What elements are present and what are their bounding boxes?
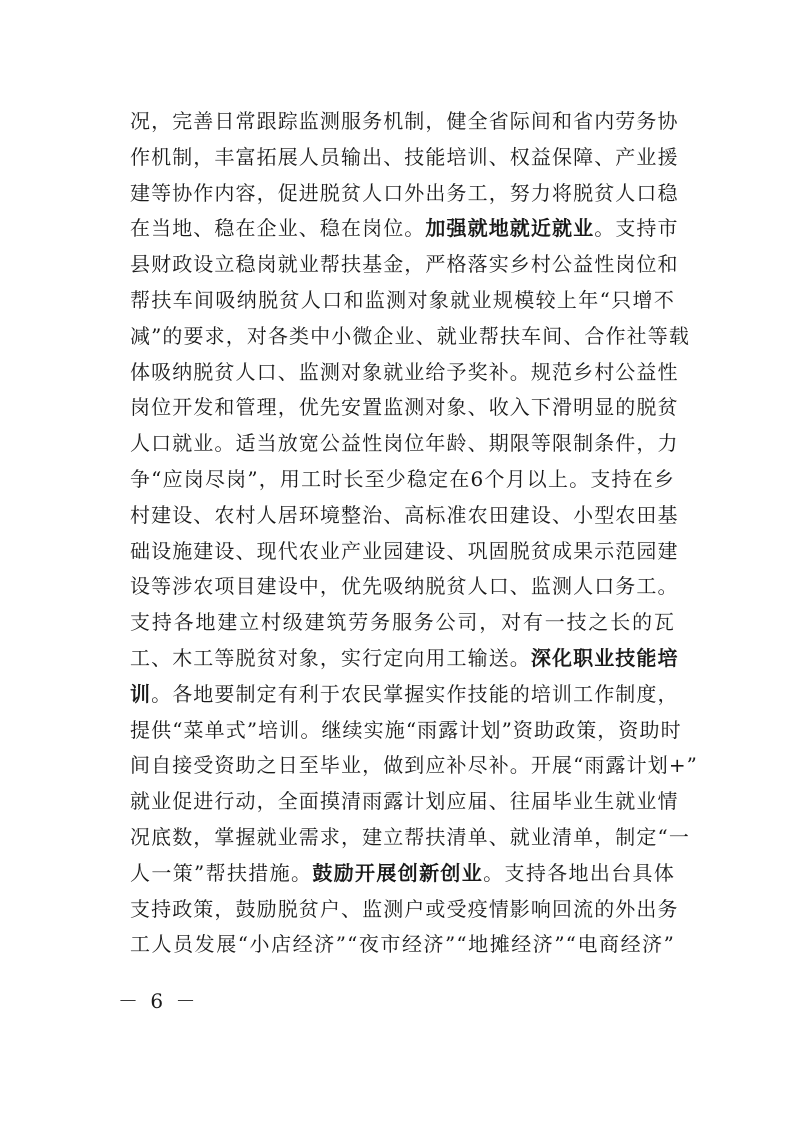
text-line xyxy=(130,927,675,963)
text-segment: 岗位开发和管理，优先安置监测对象、收入下滑明显的脱贫 xyxy=(130,395,679,420)
text-segment: 设等涉农项目建设中，优先吸纳脱贫人口、监测人口务工。 xyxy=(130,574,679,599)
text-segment: 。各地要制定有利于农民掌握实作技能的培训工作制度， xyxy=(151,681,679,706)
text-segment: 村建设、农村人居环境整治、高标准农田建设、小型农田基 xyxy=(130,502,679,527)
bold-heading-phrase: 训 xyxy=(130,681,152,706)
text-segment: 减”的要求，对各类中小微企业、就业帮扶车间、合作社等载 xyxy=(130,323,690,348)
text-line xyxy=(130,820,690,856)
text-segment: 争“应岗尽岗”，用工时长至少稳定在6个月以上。支持在乡 xyxy=(130,466,675,491)
text-line xyxy=(130,569,679,605)
text-segment: 帮扶车间吸纳脱贫人口和监测对象就业规模较上年“只增不 xyxy=(130,287,675,312)
bold-heading-phrase: 加强就地就近就业 xyxy=(425,216,595,241)
text-segment: 县财政设立稳岗就业帮扶基金，严格落实乡村公益性岗位和 xyxy=(130,252,679,277)
text-line xyxy=(130,748,699,784)
text-line xyxy=(130,784,679,820)
bold-heading-phrase: 鼓励开展创新创业 xyxy=(312,860,484,885)
text-segment: 提供“菜单式”培训。继续实施“雨露计划”资助政策，资助时 xyxy=(130,717,682,742)
page-number: － 6 － xyxy=(118,989,199,1013)
text-segment: 间自接受资助之日至毕业，做到应补尽补。开展“雨露计划+” xyxy=(130,753,699,778)
bold-heading-phrase: 深化职业技能培 xyxy=(530,645,679,670)
text-line xyxy=(130,176,679,212)
text-segment: 人一策”帮扶措施。 xyxy=(130,860,313,885)
text-line xyxy=(130,641,679,677)
text-segment: 体吸纳脱贫人口、监测对象就业给予奖补。规范乡村公益性 xyxy=(130,359,679,384)
body-text xyxy=(130,104,699,963)
text-segment: 支持政策，鼓励脱贫户、监测户或受疫情影响回流的外出务 xyxy=(130,896,679,921)
text-segment: 建等协作内容，促进脱贫人口外出务工，努力将脱贫人口稳 xyxy=(130,180,679,205)
text-line xyxy=(130,534,679,570)
text-line xyxy=(130,211,679,247)
text-line xyxy=(130,426,679,462)
text-line xyxy=(130,605,675,641)
text-line xyxy=(130,319,690,355)
text-line xyxy=(130,140,679,176)
text-line xyxy=(130,713,682,749)
text-segment: 。支持市 xyxy=(594,216,679,241)
text-line xyxy=(130,677,679,713)
text-segment: 况底数，掌握就业需求，建立帮扶清单、就业清单，制定“一 xyxy=(130,824,690,849)
text-segment: 况，完善日常跟踪监测服务机制，健全省际间和省内劳务协 xyxy=(130,109,679,133)
text-line xyxy=(130,462,675,498)
text-segment: 工人员发展“小店经济”“夜市经济”“地摊经济”“电商经济” xyxy=(130,932,675,957)
text-line xyxy=(130,498,679,534)
text-segment: 作机制，丰富拓展人员输出、技能培训、权益保障、产业援 xyxy=(130,144,679,169)
text-line xyxy=(130,892,679,928)
text-line xyxy=(130,355,679,391)
text-segment: 就业促进行动，全面摸清雨露计划应届、往届毕业生就业情 xyxy=(130,789,679,814)
text-segment: 人口就业。适当放宽公益性岗位年龄、期限等限制条件，力 xyxy=(130,431,679,456)
text-segment: 工、木工等脱贫对象，实行定向用工输送。 xyxy=(130,645,531,670)
text-line xyxy=(130,247,679,283)
text-segment: 在当地、稳在企业、稳在岗位。 xyxy=(130,216,426,241)
text-segment: 础设施建设、现代农业产业园建设、巩固脱贫成果示范园建 xyxy=(130,538,679,563)
text-line xyxy=(130,390,679,426)
text-segment: 。支持各地出台具体 xyxy=(483,860,675,885)
text-line xyxy=(130,856,675,892)
text-segment: 支持各地建立村级建筑劳务服务公司，对有一技之长的瓦 xyxy=(130,610,675,635)
text-line xyxy=(130,283,675,319)
text-line xyxy=(130,104,679,140)
